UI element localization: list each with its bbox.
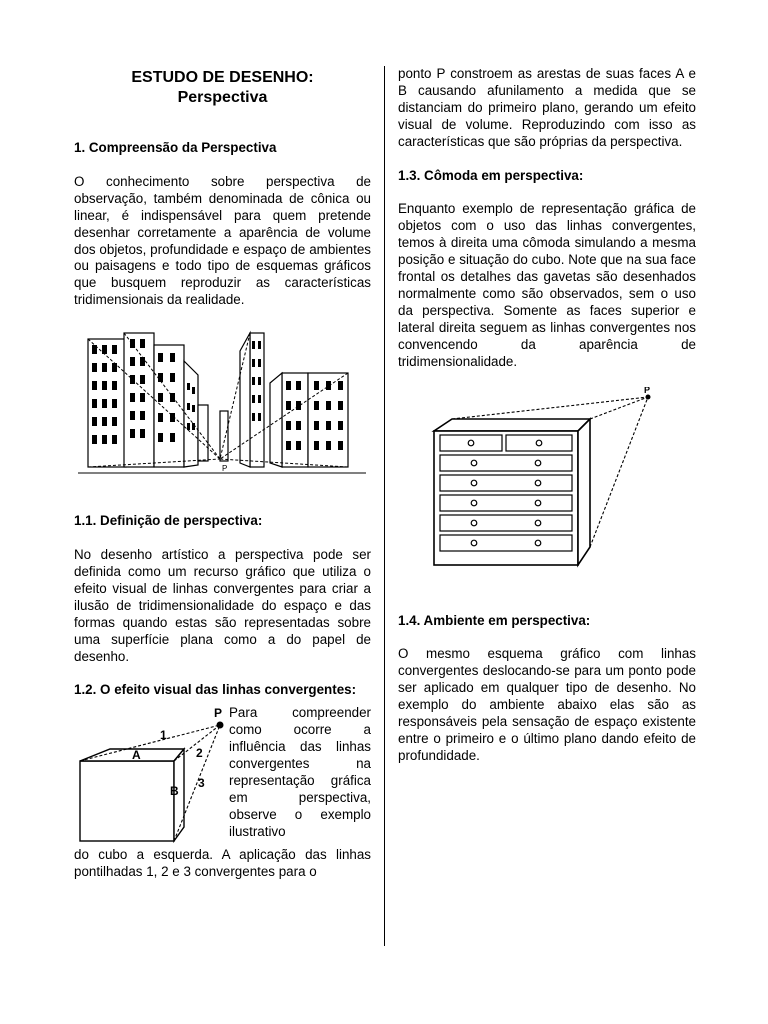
section-1-3-heading: 1.3. Cômoda em perspectiva: [398,167,584,183]
cube-point-label: P [214,706,223,721]
cube-face-b-label: B [170,784,179,799]
city-point-label: P [222,464,228,474]
document-title [74,68,371,108]
section-1-paragraph: O conhecimento sobre perspectiva de observação, também denominada de cônica ou linear, é indispensável para quem pretende desenhar corretamente a aparência de volume dos objetos, profundidade e espaço de ambientes ou paisagens e todo tipo de esquemas gráficos que busquem reproduzir as características tridimensionais da realidade. [74,173,371,308]
section-1-4-heading: 1.4. Ambiente em perspectiva: [398,612,591,628]
section-1-3-paragraph: Enquanto exemplo de representação gráfica de objetos com o uso das linhas convergentes, temos à direita uma cômoda simulando a mesma posição e situação do cubo. Note que na sua face frontal os detalhes das gavetas são desenhados normalmente como são observados, sem o uso da perspectiva. Somente as faces superior e lateral direita seguem as linhas convergentes nos convencendo da aparência de tridimensionalidade. [398,201,696,369]
section-1-1-paragraph: No desenho artístico a perspectiva pode ser definida como um recurso gráfico que utiliza o efeito visual de linhas convergentes para criar a ilusão de tridimensionalidade do espaço e das formas quando estas são representadas sobre uma superfície plana como a do papel de desenho. [74,547,371,664]
title-line-1: ESTUDO DE DESENHO: [131,69,314,86]
column-divider [384,66,385,946]
cube-figure-block [74,705,371,847]
section-1-2-heading: 1.2. O efeito visual das linhas convergentes: [74,682,357,698]
title-line-2: Perspectiva [177,89,268,106]
right-column-continuation: ponto P constroem as arestas de suas faces A e B causando afunilamento a medida que se distanciam do primeiro plano, gerando um efeito visual de volume. Reproduzindo com isso as características que são próprias da perspectiva. [398,66,696,149]
section-1-2-float-text: Para compreender como ocorre a influência das linhas convergentes na representação gráfica em perspectiva, observe o exemplo ilustrativo [229,705,371,839]
cube-perspective-illustration [74,705,234,847]
line-3-label: 3 [198,776,205,791]
dresser-point-label: P [644,386,651,395]
section-1-1-heading: 1.1. Definição de perspectiva: [74,513,263,529]
section-1-4-paragraph: O mesmo esquema gráfico com linhas convergentes deslocando-se para um ponto pode ser aplicado em qualquer tipo de desenho. No exemplo do ambiente abaixo elas são as responsáveis pela sensação de espaço existente entre o primeiro e o último plano dando efeito de profundidade. [398,646,696,763]
dresser-perspective-illustration [398,387,696,583]
right-column [398,66,696,765]
line-1-label: 1 [160,728,167,743]
city-perspective-illustration [74,327,371,487]
line-2-label: 2 [196,746,203,761]
section-1-heading: 1. Compreensão da Perspectiva [74,140,277,155]
section-1-2-continuation: do cubo a esquerda. A aplicação das linhas pontilhadas 1, 2 e 3 convergentes para o [74,847,371,880]
cube-face-a-label: A [132,748,141,763]
left-column [74,66,371,881]
